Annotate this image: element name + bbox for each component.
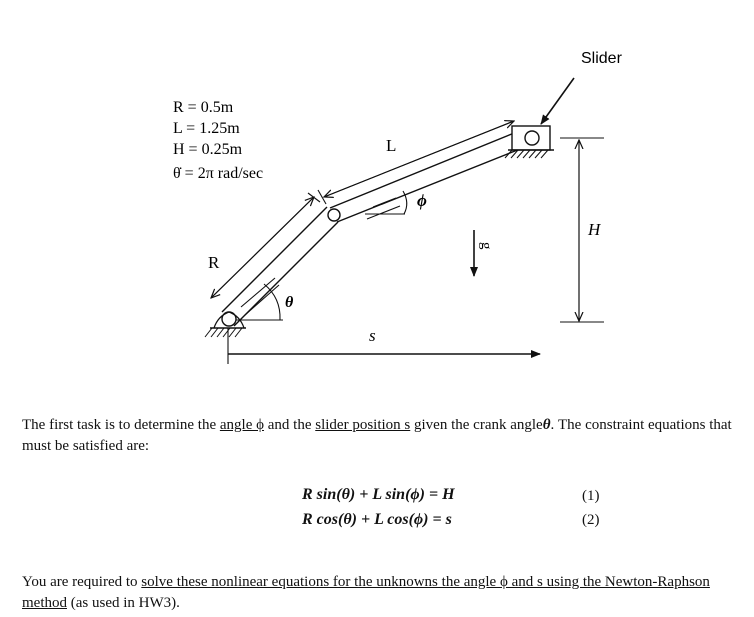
phi-label: ϕ [417,191,427,210]
crank-link [222,207,338,326]
equation-1: R sin(θ) + L sin(ϕ) = H [302,486,455,503]
crank-pivot [205,312,246,337]
R-dimension [211,193,320,298]
task-paragraph: You are required to solve these nonlinear equations for the unknowns the angle ϕ and s using the Newton-Raphson method (as used in HW3). [22,574,710,611]
param-theta-dot: θ̇ = 2π rad/sec [173,165,264,182]
phi-angle [365,191,407,219]
theta-label: θ [285,294,294,311]
slider-label: Slider [581,50,622,67]
connecting-rod [330,129,530,222]
slider-position-text: slider position s [315,417,411,433]
L-label: L [386,136,397,155]
equation-1-number: (1) [582,488,600,504]
equation-2-number: (2) [582,512,600,528]
middle-joint [328,209,340,221]
intro-paragraph: The first task is to determine the angle ϕ and the slider position s given the crank angleθ. The constraint equations that must be satisfied are: [22,417,732,454]
angle-phi-link-text: angle ϕ [219,417,265,433]
slider-block [505,126,554,158]
g-label: g [478,242,494,250]
param-L: L = 1.25m [173,120,240,137]
slider-pointer-arrow [541,78,574,124]
equation-2: R cos(θ) + L cos(ϕ) = s [302,511,452,528]
H-label: H [588,220,601,239]
theta-symbol: θ [542,417,551,433]
param-H: H = 0.25m [173,141,243,158]
R-label: R [208,253,220,272]
newton-raphson-text: solve these nonlinear equations for the unknowns the angle ϕ and s using the Newton-Raphson method [22,574,710,611]
param-R: R = 0.5m [173,99,234,116]
s-label: s [369,326,376,345]
